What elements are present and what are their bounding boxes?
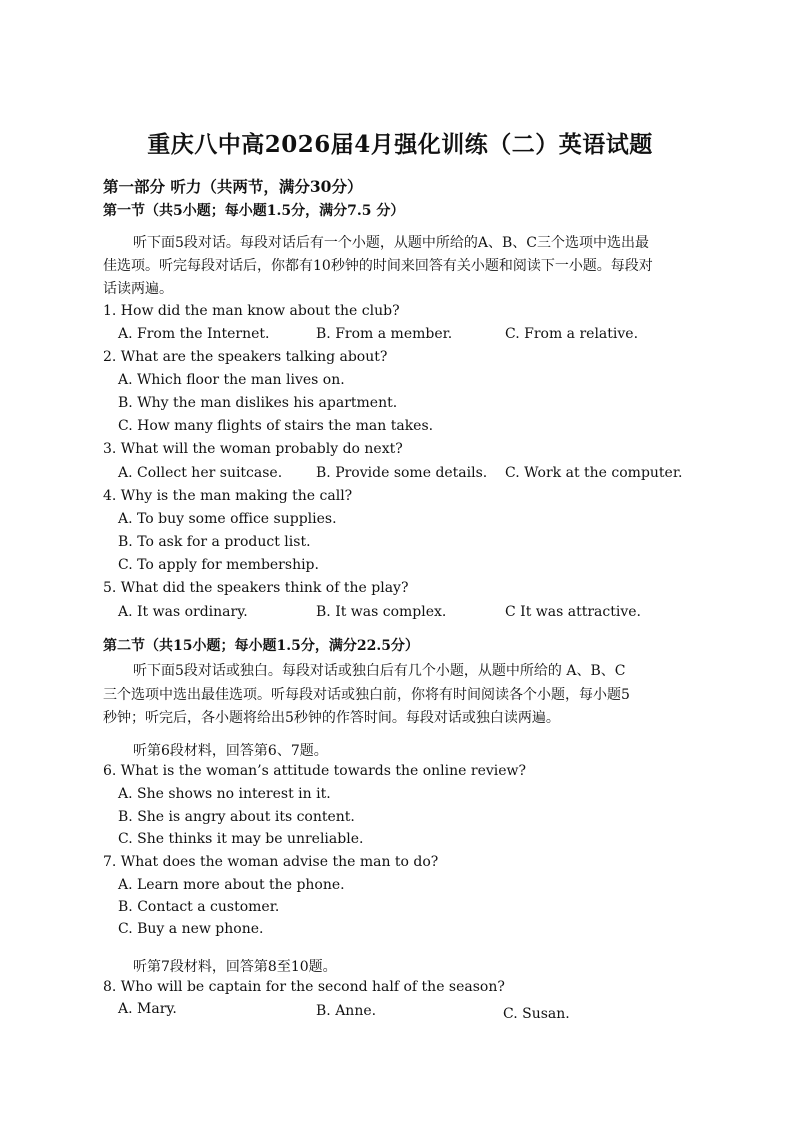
question-option: C. To apply for membership.: [118, 557, 319, 573]
question-option: B. It was complex.: [316, 604, 447, 620]
section2-instruction-line: 秒钟；听完后，各小题将给出5秒钟的作答时间。每段对话或独白读两遍。: [103, 710, 560, 726]
section1-instruction-line: 佳选项。听完每段对话后，你都有10秒钟的时间来回答有关小题和阅读下一小题。每段对: [103, 258, 653, 274]
question-option: A. From the Internet.: [118, 326, 270, 342]
question-option: B. She is angry about its content.: [118, 809, 355, 825]
question-option: B. To ask for a product list.: [118, 534, 311, 550]
question-option: A. Which floor the man lives on.: [118, 372, 345, 388]
question-option: A. Learn more about the phone.: [118, 877, 345, 893]
question-stem: 6. What is the woman’s attitude towards the online review?: [103, 763, 527, 779]
question-option: A. Mary.: [118, 1001, 177, 1017]
question-stem: 8. Who will be captain for the second half of the season?: [103, 979, 505, 995]
question-stem: 7. What does the woman advise the man to do?: [103, 854, 439, 870]
question-option: C. From a relative.: [505, 326, 639, 342]
question-option: C. Susan.: [503, 1006, 570, 1022]
question-option: C. Buy a new phone.: [118, 921, 264, 937]
question-option: C. How many flights of stairs the man takes.: [118, 418, 434, 434]
section1-instruction-line: 话读两遍。: [103, 281, 173, 297]
section2-instruction-line: 三个选项中选出最佳选项。听每段对话或独白前，你将有时间阅读各个小题，每小题5: [103, 687, 630, 703]
section2-heading: 第二节（共15小题；每小题1.5分，满分22.5分）: [103, 638, 419, 654]
question-option: A. She shows no interest in it.: [118, 786, 331, 802]
question-option: B. Why the man dislikes his apartment.: [118, 395, 398, 411]
question-stem: 1. How did the man know about the club?: [103, 303, 400, 319]
question-option: C It was attractive.: [505, 604, 641, 620]
material-instruction: 听第7段材料，回答第8至10题。: [133, 959, 337, 975]
question-option: A. It was ordinary.: [118, 604, 248, 620]
part1-heading: 第一部分 听力（共两节，满分30分）: [103, 177, 363, 196]
question-option: C. She thinks it may be unreliable.: [118, 831, 364, 847]
question-stem: 2. What are the speakers talking about?: [103, 349, 388, 365]
section2-instruction-line: 听下面5段对话或独白。每段对话或独白后有几个小题，从题中所给的 A、B、C: [133, 663, 626, 679]
question-option: C. Work at the computer.: [505, 465, 683, 481]
page-title: 重庆八中高2026届4月强化训练（二）英语试题: [147, 131, 653, 158]
question-option: B. Contact a customer.: [118, 899, 280, 915]
question-option: A. Collect her suitcase.: [118, 465, 283, 481]
section1-instruction-line: 听下面5段对话。每段对话后有一个小题，从题中所给的A、B、C三个选项中选出最: [133, 235, 650, 251]
material-instruction: 听第6段材料，回答第6、7题。: [133, 743, 328, 759]
question-option: A. To buy some office supplies.: [118, 511, 337, 527]
section1-heading: 第一节（共5小题；每小题1.5分，满分7.5 分）: [103, 203, 405, 219]
question-stem: 4. Why is the man making the call?: [103, 488, 353, 504]
question-stem: 3. What will the woman probably do next?: [103, 441, 403, 457]
question-option: B. Anne.: [316, 1003, 377, 1019]
question-stem: 5. What did the speakers think of the play?: [103, 580, 409, 596]
question-option: B. From a member.: [316, 326, 453, 342]
question-option: B. Provide some details.: [316, 465, 488, 481]
